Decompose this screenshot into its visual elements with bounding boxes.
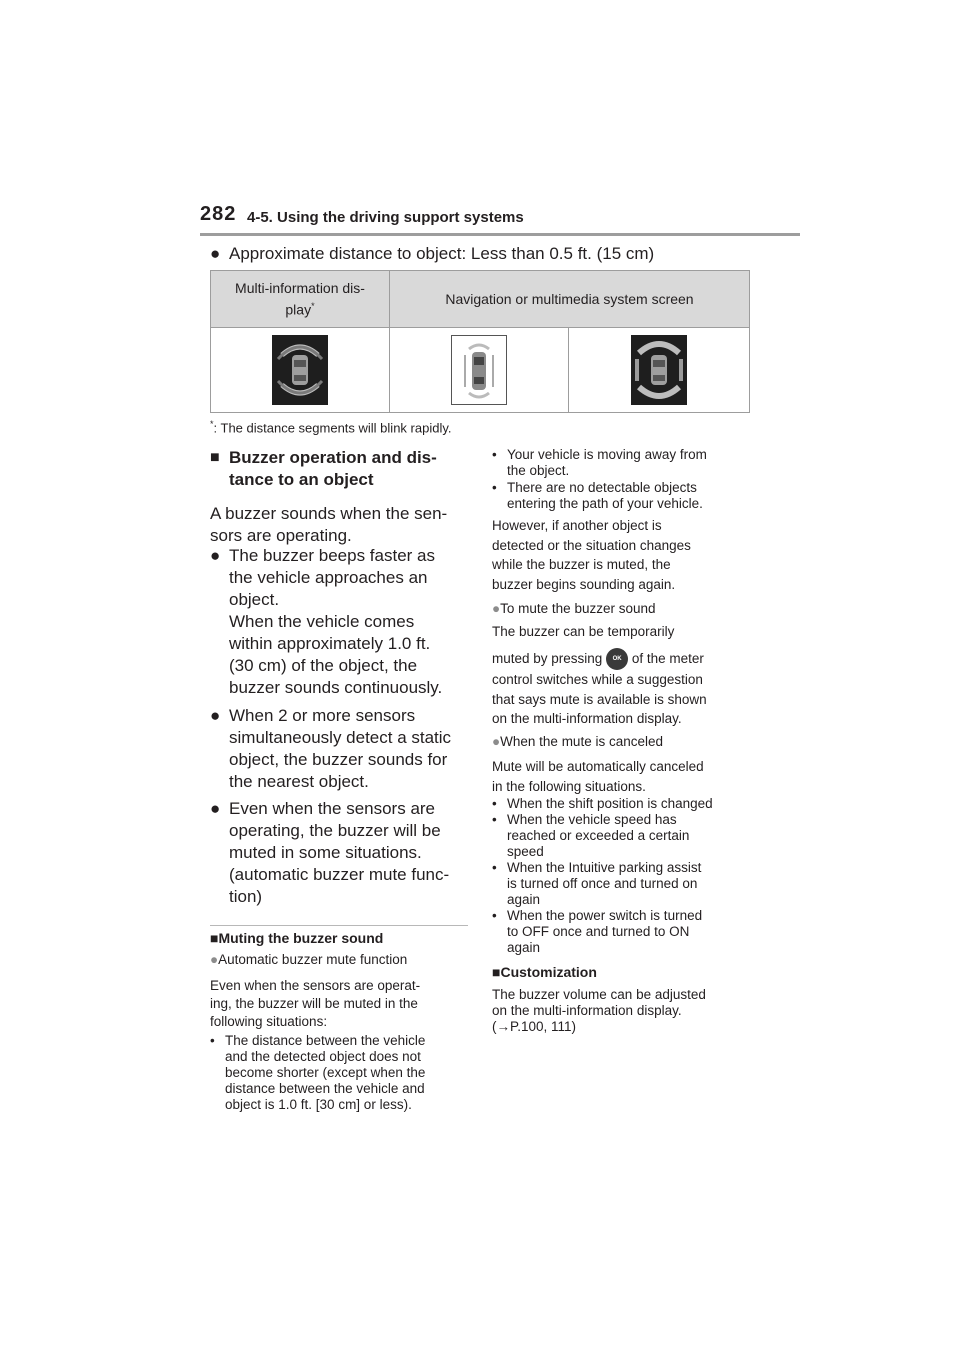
circle-bullet-icon: ●	[492, 601, 501, 616]
display-table	[210, 270, 750, 413]
bullet-line: simultaneously detect a static	[229, 728, 452, 747]
cancel-condition-3	[492, 860, 757, 908]
heading-square-icon: ■	[210, 930, 219, 946]
buzzer-intro-line2: sors are operating.	[210, 526, 352, 545]
muting-heading	[210, 930, 470, 947]
list-dot-icon: •	[492, 480, 497, 495]
canceled-label	[492, 734, 663, 750]
bullet-line: object.	[229, 590, 280, 609]
text-line: speed	[507, 844, 544, 859]
to-mute-label	[492, 601, 656, 617]
page-reference-link[interactable]: (→P.100, 111)	[492, 1019, 577, 1034]
text-line: following situations:	[210, 1014, 328, 1029]
nav-sensor-display-image-light	[451, 335, 507, 405]
section-divider	[210, 925, 468, 926]
cancel-condition-1	[492, 796, 757, 812]
bullet-line: buzzer sounds continuously.	[229, 678, 443, 697]
list-dot-icon: •	[492, 860, 497, 875]
auto-mute-item	[210, 1033, 472, 1113]
heading-square-icon: ■	[210, 449, 220, 466]
text-line: Mute will be automatically canceled	[492, 759, 704, 774]
cancel-condition-4	[492, 908, 757, 956]
buzzer-heading	[210, 447, 470, 491]
text-line: is turned off once and turned on	[507, 876, 698, 891]
to-mute-label-text: To mute the buzzer sound	[500, 601, 656, 616]
bullet-line: within approximately 1.0 ft.	[229, 634, 431, 653]
nav-display-cell-1	[390, 328, 569, 413]
ok-button-icon: OK	[606, 648, 628, 670]
bullet-icon: ●	[210, 546, 221, 565]
cancel-condition-2	[492, 812, 757, 860]
bullet-line: the nearest object.	[229, 772, 369, 791]
col-header-mid-line1: Multi-information dis-	[235, 280, 365, 297]
buzzer-bullet-2	[210, 705, 470, 793]
text-line: the object.	[507, 463, 570, 478]
text-line: The buzzer volume can be adjusted	[492, 987, 706, 1002]
footnote-mark: *	[210, 419, 214, 429]
text-line: become shorter (except when the	[225, 1065, 426, 1080]
bullet-line: When the vehicle comes	[229, 612, 415, 631]
customization-text	[492, 987, 757, 1035]
to-mute-line1: The buzzer can be temporarily	[492, 624, 675, 639]
text-line: control switches while a suggestion	[492, 672, 703, 687]
text-line: while the buzzer is muted, the	[492, 557, 671, 572]
buzzer-heading-line1: Buzzer operation and dis-	[229, 448, 437, 467]
text-line: again	[507, 940, 541, 955]
bullet-line: When 2 or more sensors	[229, 706, 416, 725]
bullet-icon: ●	[210, 244, 221, 263]
text-line: in the following situations.	[492, 778, 646, 794]
however-text	[492, 516, 757, 594]
bullet-line: Even when the sensors are	[229, 799, 436, 818]
bullet-line: (automatic buzzer mute func-	[229, 865, 450, 884]
bullet-line: operating, the buzzer will be	[229, 821, 441, 840]
to-mute-rest	[492, 670, 757, 729]
mid-display-cell	[211, 328, 390, 413]
page-number: 282	[200, 203, 237, 225]
customization-heading-text: Customization	[500, 964, 597, 980]
mute-condition-2	[492, 480, 757, 512]
text-line: object is 1.0 ft. [30 cm] or less).	[225, 1097, 412, 1112]
section-title: 4-5. Using the driving support systems	[247, 209, 524, 226]
text-line: again	[507, 892, 541, 907]
auto-mute-label-text: Automatic buzzer mute function	[218, 952, 408, 967]
col-header-mid-line2: play	[285, 301, 312, 318]
list-dot-icon: •	[492, 447, 497, 462]
auto-mute-text	[210, 977, 470, 1031]
customization-heading	[492, 964, 597, 981]
text-line: When the power switch is turned	[507, 908, 703, 923]
text-line: buzzer begins sounding again.	[492, 576, 676, 592]
bullet-line: (30 cm) of the object, the	[229, 656, 418, 675]
footnote-text: : The distance segments will blink rapidly.	[213, 420, 452, 436]
text-fragment: muted by pressing	[492, 651, 603, 666]
bullet-line: the vehicle approaches an	[229, 568, 428, 587]
mute-condition-1	[492, 447, 757, 479]
text-line: The distance between the vehicle	[225, 1033, 426, 1048]
text-line: When the shift position is changed	[507, 796, 713, 811]
text-line: detected or the situation changes	[492, 537, 691, 553]
list-dot-icon: •	[492, 812, 497, 827]
text-line: on the multi-information display.	[492, 711, 682, 726]
heading-square-icon: ■	[492, 964, 501, 980]
buzzer-bullet-1	[210, 545, 470, 699]
table-footnote	[210, 419, 451, 435]
text-line: Even when the sensors are operat-	[210, 978, 421, 993]
canceled-label-text: When the mute is canceled	[500, 734, 663, 749]
bullet-line: object, the buzzer sounds for	[229, 750, 448, 769]
mid-sensor-display-image	[272, 335, 328, 405]
text-line: ing, the buzzer will be muted in the	[210, 996, 418, 1011]
list-dot-icon: •	[492, 796, 497, 811]
buzzer-intro	[210, 503, 470, 547]
buzzer-intro-line1: A buzzer sounds when the sen-	[210, 504, 448, 523]
text-line: to OFF once and turned to ON	[507, 924, 690, 939]
canceled-text	[492, 757, 757, 796]
text-line: reached or exceeded a certain	[507, 828, 690, 843]
bullet-line: The buzzer beeps faster as	[229, 546, 436, 565]
col-header-nav: Navigation or multimedia system screen	[390, 271, 750, 328]
bullet-icon: ●	[210, 799, 221, 818]
auto-mute-label	[210, 952, 470, 968]
col-header-mid-sup: *	[311, 301, 315, 312]
intro-bullet-text: Approximate distance to object: Less than 0.5 ft. (15 cm)	[229, 244, 655, 263]
list-dot-icon: •	[210, 1033, 215, 1048]
circle-bullet-icon: ●	[210, 952, 219, 967]
buzzer-bullet-3	[210, 798, 470, 908]
bullet-icon: ●	[210, 706, 221, 725]
text-line: When the vehicle speed has	[507, 812, 677, 827]
buzzer-heading-line2: tance to an object	[229, 470, 374, 489]
text-line: Your vehicle is moving away from	[507, 447, 707, 462]
bullet-line: tion)	[229, 887, 263, 906]
nav-sensor-display-image-dark	[631, 335, 687, 405]
text-line: that says mute is available is shown	[492, 691, 707, 707]
text-line: There are no detectable objects	[507, 480, 697, 495]
list-dot-icon: •	[492, 908, 497, 923]
nav-display-cell-2	[569, 328, 750, 413]
text-line: and the detected object does not	[225, 1049, 421, 1064]
text-line: on the multi-information display.	[492, 1003, 682, 1018]
col-header-mid	[211, 271, 390, 328]
text-line: entering the path of your vehicle.	[507, 496, 703, 511]
header-rule	[200, 233, 800, 236]
text-line: distance between the vehicle and	[225, 1081, 425, 1096]
muting-heading-text: Muting the buzzer sound	[218, 930, 384, 946]
intro-bullet	[210, 243, 770, 265]
text-line: When the Intuitive parking assist	[507, 860, 702, 875]
text-fragment: of the meter	[631, 651, 704, 666]
circle-bullet-icon: ●	[492, 734, 501, 749]
bullet-line: muted in some situations.	[229, 843, 422, 862]
text-line: However, if another object is	[492, 518, 662, 533]
to-mute-ok-line	[492, 648, 757, 670]
